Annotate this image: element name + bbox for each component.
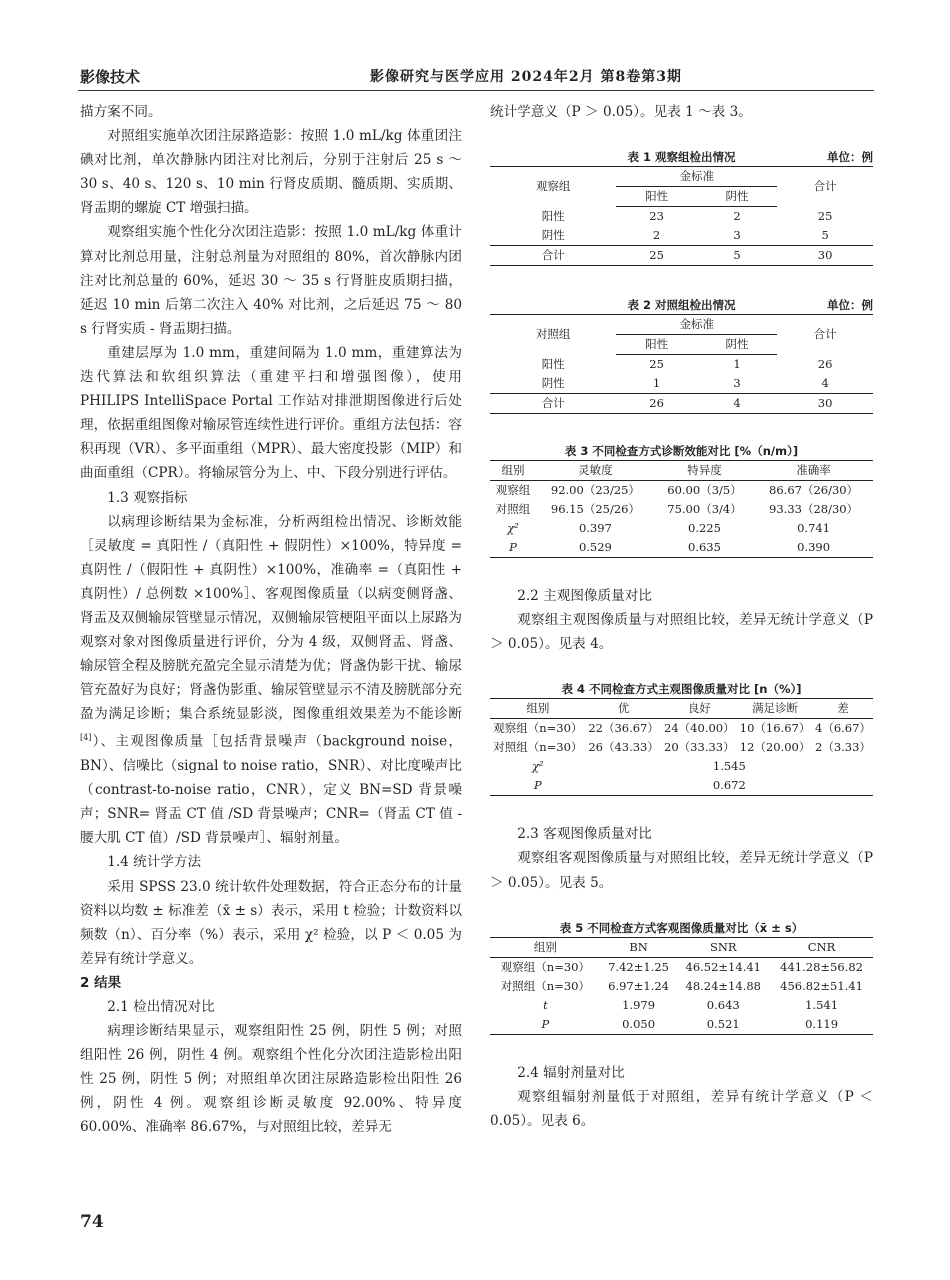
table5-caption: 表 5 不同检查方式客观图像质量对比（x̄ ± s） [559,920,804,935]
table-3: 组别 灵敏度 特异度 准确率 观察组 92.00（23/25） 60.00（3/5） 86.67（26/30） 对照组 96.15（25/26） 75.00（3/4） 93.33（28/30） χ² 0.397 0.225 0.741 P 0.529 0.635 0.390 [490,460,873,558]
paragraph: 病理诊断结果显示，观察组阳性 25 例，阴性 5 例；对照组阳性 26 例，阴性 4 例。观察组个性化分次团注造影检出阳性 25 例，阴性 5 例；对照组单次团注尿路造影检出阳性 26 例，阴性 4 例。观察组诊断灵敏度 92.00%、特异度 60.00%、准确率 86.67%，与对照组比较，差异无 [80,1023,462,1136]
table-row: 合计 26 4 30 [490,394,873,414]
table-row: P 0.050 0.521 0.119 [541,1016,839,1031]
journal-info: 影像研究与医学应用 2024年2月 第8卷第3期 [370,69,682,85]
paragraph: 观察组辐射剂量低于对照组，差异有统计学意义（P ＜ 0.05）。见表 6。 [490,1088,873,1129]
paragraph: 统计学意义（P ＞ 0.05）。见表 1 ～表 3。 [490,104,752,120]
table-row: 观察组 92.00（23/25） 60.00（3/5） 86.67（26/30） [495,483,859,498]
table-row: 对照组 96.15（25/26） 75.00（3/4） 93.33（28/30） [495,502,859,517]
table-2: 对照组 金标准 合计 阳性 阴性 阳性 25 1 26 阴性 1 3 4 合计 26 4 30 [490,314,873,414]
right-column [490,100,873,1133]
table-5: 组别 BN SNR CNR 观察组（n=30） 7.42±1.25 46.52±14.41 441.28±56.82 对照组（n=30） 6.97±1.24 48.24±14.88 456.82±51.41 t 1.979 0.643 1.541 P 0.050 0.521 0.119 [490,937,873,1035]
subsection-heading: 2.3 客观图像质量对比 [517,826,652,843]
paragraph: 观察组主观图像质量与对照组比较，差异无统计学意义（P ＞ 0.05）。见表 4。 [490,612,873,653]
table-row: 阳性 23 2 25 [541,208,833,224]
table-row: 观察组（n=30） 22（36.67） 24（40.00） 10（16.67） 4（6.67） [493,721,871,736]
table-row: 阴性 1 3 4 [541,376,829,391]
table-row: 对照组（n=30） 26（43.33） 20（33.33） 12（20.00） 2（3.33） [493,740,871,755]
table-row: χ² 1.545 [532,759,746,774]
paragraph: 观察组实施个性化分次团注造影：按照 1.0 mL/kg 体重计算对比剂总用量，注射总剂量为对照组的 80%，首次静脉内团注对比剂总量的 60%，延迟 30 ～ 35 s 行肾脏皮质期扫描，延迟 10 min 后第二次注入 40% 对比剂，之后延迟 75 ～ 80 s 行肾实质 - 肾盂期扫描。 [80,224,462,337]
subsection-heading: 1.3 观察指标 [107,489,188,506]
table-row: P 0.672 [533,778,746,793]
paragraph: 对照组实施单次团注尿路造影：按照 1.0 mL/kg 体重团注碘对比剂，单次静脉内团注对比剂后，分别于注射后 25 s ～ 30 s、40 s、120 s、10 min 行肾皮质期、髓质期、实质期、肾盂期的螺旋 CT 增强扫描。 [80,128,462,217]
subsection-heading: 1.4 统计学方法 [107,854,202,871]
page-number: 74 [80,1212,104,1232]
table-4: 组别 优 良好 满足诊断 差 观察组（n=30） 22（36.67） 24（40.00） 10（16.67） 4（6.67） 对照组（n=30） 26（43.33） 20（33.33） 12（20.00） 2（3.33） χ² 1.545 P 0.672 [490,698,873,796]
section-label: 影像技术 [80,68,141,86]
table-row: P 0.529 0.635 0.390 [509,540,831,555]
table4-caption: 表 4 不同检查方式主观图像质量对比 [n（%）] [561,682,802,697]
table-row: 合计 25 5 30 [490,246,873,266]
table-row: 观察组（n=30） 7.42±1.25 46.52±14.41 441.28±56.82 [500,959,863,974]
table-row: 阳性 25 1 26 [541,356,833,372]
paragraph: 重建层厚为 1.0 mm，重建间隔为 1.0 mm，重建算法为迭代算法和软组织算法（重建平扫和增强图像），使用 PHILIPS IntelliSpace Portal 工作站对排泄期图像进行后处理，依据重组图像对输尿管连续性进行评价。重组方法包括：容积再现（VR）、多平面重组（MPR）、最大密度投影（MIP）和曲面重组（CPR）。将输尿管分为上、中、下段分别进行评估。 [80,344,462,482]
table1-caption: 表 1 观察组检出情况 单位：例 [627,150,873,165]
table2-caption: 表 2 对照组检出情况 单位：例 [627,298,873,313]
left-column [80,100,462,1140]
subsection-heading: 2.1 检出情况对比 [107,999,215,1015]
paragraph: 采用 SPSS 23.0 统计软件处理数据，符合正态分布的计量资料以均数 ± 标准差（x̄ ± s）表示，采用 t 检验；计数资料以频数（n）、百分率（%）表示，采用 χ² 检验，以 P ＜ 0.05 为差异有统计学意义。 [80,878,462,967]
section-heading: 2 结果 [80,974,122,991]
table-row: 对照组（n=30） 6.97±1.24 48.24±14.88 456.82±51.41 [500,978,863,993]
table-row: t 1.979 0.643 1.541 [543,997,839,1012]
table-row: 阴性 2 3 5 [541,228,829,243]
paragraph: 描方案不同。 [80,104,162,120]
paragraph: 观察组客观图像质量与对照组比较，差异无统计学意义（P ＞ 0.05）。见表 5。 [490,850,873,891]
citation-ref: [4] [80,733,92,743]
table3-caption: 表 3 不同检查方式诊断效能对比 [%（n/m）] [564,444,799,459]
subsection-heading: 2.4 辐射剂量对比 [517,1064,625,1081]
paragraph: 以病理诊断结果为金标准，分析两组检出情况、诊断效能［灵敏度 = 真阳性 /（真阳性 + 假阴性）×100%，特异度 = 真阴性 /（假阳性 + 真阴性）×100%，准确率 =（真阳性 + 真阴性）/ 总例数 ×100%］、客观图像质量（以病变侧肾盏、肾盂及双侧输尿管壁显示情况，双侧输尿管梗阻平面以上尿路为观察对象对图像质量进行评价，分为 4 级，双侧肾盂、肾盏、输尿管全程及膀胱充盈完全显示清楚为优；肾盏伪影干扰、输尿管充盈好为良好；肾盏伪影重、输尿管壁显示不清及膀胱部分充盈为满足诊断；集合系统显影淡，图像重组效果差为不能诊断[4]）、主观图像质量［包括背景噪声（background noise，BN）、信噪比（signal to noise ratio，SNR）、对比度噪声比（contrast-to-noise ratio，CNR），定义 BN=SD 背景噪声；SNR= 肾盂 CT 值 /SD 背景噪声；CNR=（肾盂 CT 值 - 腰大肌 CT 值）/SD 背景噪声］、辐射剂量。 [80,513,462,847]
subsection-heading: 2.2 主观图像质量对比 [517,588,652,605]
table-1: 观察组 金标准 合计 阳性 阴性 阳性 23 2 25 阴性 2 3 5 合计 25 5 30 [490,166,873,266]
table-row: χ² 0.397 0.225 0.741 [507,521,831,536]
running-header [78,62,874,91]
